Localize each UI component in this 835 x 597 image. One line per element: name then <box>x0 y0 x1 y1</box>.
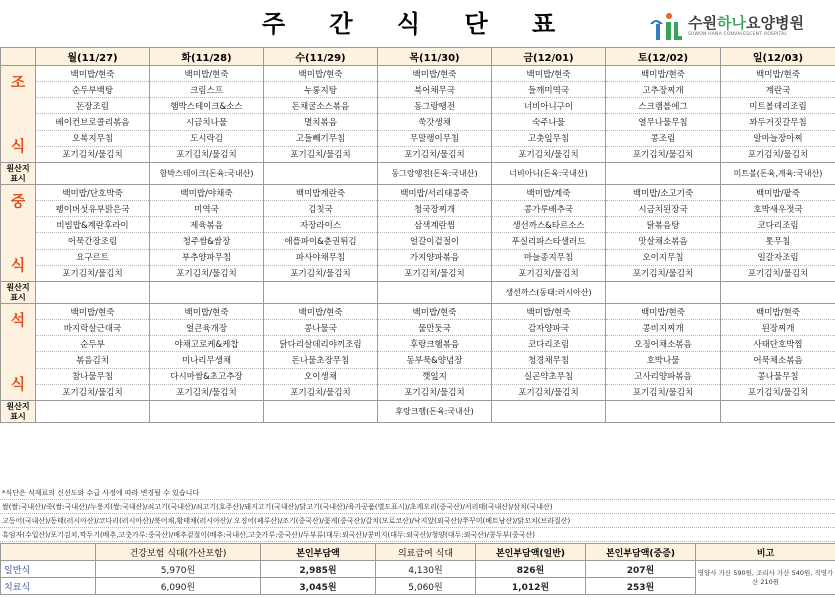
menu-cell: 열무나물무침 <box>606 114 721 130</box>
menu-cell: 백미밥/단호박죽 <box>36 185 150 201</box>
menu-cell: 제육볶음 <box>150 217 264 233</box>
note-line: 쌀(쌀:국내산)/죽(쌀:국내산)/누룽지(쌀:국내산)/쇠고기(국내산)/쇠고기(호주산)/돼지고기(국내산)/닭고기(국내산)/육가공품(별도표시)/초계오리(중국산)/서리태(국내산)/삼치(국내산) <box>0 500 835 514</box>
menu-cell: 순두부 <box>36 336 150 352</box>
day-header: 수(11/29) <box>264 48 378 66</box>
meal-label: 조 식 <box>1 66 36 163</box>
hospital-logo <box>648 10 833 44</box>
ingredient-notes <box>0 486 835 542</box>
menu-cell: 포기김치/물김치 <box>378 384 492 400</box>
note-line: *식단은 식재료의 신선도와 수급 사정에 따라 변경될 수 있습니다 <box>0 486 835 500</box>
menu-cell: 돈장조림 <box>36 98 150 114</box>
menu-cell: 포기김치/물김치 <box>721 146 835 162</box>
hospital-english-name: SUWON HANA CONVALESCENT HOSPITAL <box>688 32 788 37</box>
origin-cell <box>721 282 835 304</box>
menu-cell: 백미밥/현죽 <box>264 304 378 320</box>
cost-cell: 2,985원 <box>261 561 376 578</box>
menu-cell: 얼큰육개장 <box>150 320 264 336</box>
meal-cost-table <box>0 543 835 595</box>
menu-cell: 콩가루배추국 <box>492 201 606 217</box>
menu-cell: 백미밥/계죽 <box>492 185 606 201</box>
menu-cell: 포기김치/물김치 <box>264 265 378 281</box>
menu-cell: 쑥갓생채 <box>378 114 492 130</box>
menu-cell: 알마늘장아찌 <box>721 130 835 146</box>
day-header: 목(11/30) <box>378 48 492 66</box>
origin-cell: 함박스테이크(돈육:국내산) <box>150 163 264 185</box>
menu-cell: 콩비지찌개 <box>606 320 721 336</box>
origin-cell: 후랑크햄(돈육:국내산) <box>378 401 492 423</box>
menu-cell: 닭다리살데리야끼조림 <box>264 336 378 352</box>
menu-cell: 청국장찌개 <box>378 201 492 217</box>
menu-cell: 미트볼데리조림 <box>721 98 835 114</box>
menu-cell: 자장라이스 <box>264 217 378 233</box>
menu-row <box>1 114 835 130</box>
cost-cell: 3,045원 <box>261 578 376 595</box>
menu-cell: 바지락살근대국 <box>36 320 150 336</box>
hospital-name-suffix: 요양병원 <box>745 14 804 32</box>
menu-cell: 동부묵&양념장 <box>378 352 492 368</box>
menu-cell: 꽈두거짓갈무침 <box>721 114 835 130</box>
origin-cell <box>378 282 492 304</box>
menu-cell: 돈나물초장무침 <box>264 352 378 368</box>
menu-cell: 포기김치/물김치 <box>264 384 378 400</box>
origin-cell: 너비아니(돈육:국내산) <box>492 163 606 185</box>
menu-cell: 포기김치/물김치 <box>36 384 150 400</box>
cost-header <box>1 544 96 561</box>
menu-row <box>1 265 835 281</box>
menu-row <box>1 66 835 82</box>
day-header: 월(11/27) <box>36 48 150 66</box>
origin-cell <box>264 401 378 423</box>
menu-cell: 포기김치/물김치 <box>721 265 835 281</box>
cost-header: 본인부담액(일반) <box>476 544 586 561</box>
menu-cell: 포기김치/물김치 <box>150 265 264 281</box>
menu-row <box>1 217 835 233</box>
menu-cell: 야채고로케&케찹 <box>150 336 264 352</box>
menu-cell: 청주쌈&쌈장 <box>150 233 264 249</box>
origin-cell <box>264 163 378 185</box>
menu-cell: 동그랑땡전 <box>378 98 492 114</box>
hospital-name-prefix: 수원 <box>688 14 717 32</box>
menu-cell: 들깨미역국 <box>492 82 606 98</box>
menu-cell: 어묵간장조림 <box>36 233 150 249</box>
menu-cell: 포기김치/물김치 <box>492 146 606 162</box>
menu-cell: 청경채무침 <box>492 352 606 368</box>
menu-cell: 백미밥/서리태콩죽 <box>378 185 492 201</box>
menu-cell: 고사리양파볶음 <box>606 368 721 384</box>
note-line: 흑임자(수입산)/포기김치,깍두기(배추,고춧가루:중국산)/배추겉절이(배추:국내산,고춧가루:중국산)/두부류(대두:외국산)/콩비지(대두:외국산)/청양(대두:외국산)/콩두부(중국산) <box>0 528 835 542</box>
menu-cell: 사태단호박찜 <box>721 336 835 352</box>
origin-cell <box>721 401 835 423</box>
menu-cell: 순두부백탕 <box>36 82 150 98</box>
origin-cell <box>492 401 606 423</box>
menu-cell: 포기김치/물김치 <box>36 265 150 281</box>
menu-cell: 후랑크햄볶음 <box>378 336 492 352</box>
menu-cell: 마늘종지무침 <box>492 249 606 265</box>
menu-row <box>1 384 835 400</box>
day-header: 일(12/03) <box>721 48 835 66</box>
menu-row <box>1 336 835 352</box>
menu-cell: 실곤약초무침 <box>492 368 606 384</box>
menu-cell: 돈채굴소스볶음 <box>264 98 378 114</box>
origin-label: 원산지 표시 <box>1 163 36 185</box>
menu-row <box>1 98 835 114</box>
menu-cell: 멸치볶음 <box>264 114 378 130</box>
menu-cell: 얼갈이겉절이 <box>378 233 492 249</box>
menu-row <box>1 249 835 265</box>
day-header-row <box>1 48 835 66</box>
cost-cell: 1,012원 <box>476 578 586 595</box>
menu-cell: 백미밥/현죽 <box>378 304 492 320</box>
menu-cell: 햄박스테이크&소스 <box>150 98 264 114</box>
menu-cell: 오복지무침 <box>36 130 150 146</box>
menu-cell: 일갈자조림 <box>721 249 835 265</box>
menu-cell: 누룽지탕 <box>264 82 378 98</box>
menu-cell: 생선까스&타르소스 <box>492 217 606 233</box>
origin-cell <box>36 163 150 185</box>
cost-header: 본인부담액(중증) <box>586 544 696 561</box>
menu-cell: 백미밥/현죽 <box>36 304 150 320</box>
menu-cell: 물만둣국 <box>378 320 492 336</box>
menu-cell: 백미밥/현죽 <box>264 66 378 82</box>
menu-cell: 코다리조림 <box>721 217 835 233</box>
menu-cell: 포기김치/물김치 <box>721 384 835 400</box>
menu-cell: 비빔밥&계란후라이 <box>36 217 150 233</box>
menu-cell: 포기김치/물김치 <box>606 265 721 281</box>
menu-row <box>1 233 835 249</box>
menu-cell: 백미밥/현죽 <box>606 304 721 320</box>
menu-cell: 백미밥/현죽 <box>721 66 835 82</box>
origin-cell: 생선까스(동태:러시아산) <box>492 282 606 304</box>
menu-cell: 포기김치/물김치 <box>150 384 264 400</box>
menu-cell: 콩나물국 <box>264 320 378 336</box>
menu-cell: 백미밥/현죽 <box>492 304 606 320</box>
origin-row <box>1 401 835 423</box>
menu-cell: 미역국 <box>150 201 264 217</box>
weekly-menu-table <box>0 47 835 423</box>
menu-cell: 백미밥/야채죽 <box>150 185 264 201</box>
menu-cell: 요구르트 <box>36 249 150 265</box>
cost-header: 본인부담액 <box>261 544 376 561</box>
menu-row <box>1 368 835 384</box>
menu-cell: 백미밥/현죽 <box>150 66 264 82</box>
day-header: 금(12/01) <box>492 48 606 66</box>
cost-cell: 5,970원 <box>96 561 261 578</box>
note-line: 고등어(국내산)/동태(러시아산)/코다리(러시아산)/북어채,황태채(러시아산)/ 오징어(페루산)/조기(중국산)/꽃게(중국산)/갈치(모로코산)/낙지앞(외국산)/쭈꾸미(베트남산)/닭꼬치(브라질산) <box>0 514 835 528</box>
hospital-name-hana: 하나 <box>716 14 746 32</box>
menu-cell: 콩조림 <box>606 130 721 146</box>
hospital-logo-icon <box>648 10 684 44</box>
menu-row <box>1 352 835 368</box>
menu-cell: 크림스프 <box>150 82 264 98</box>
menu-cell: 고추장찌개 <box>606 82 721 98</box>
menu-cell: 된장찌개 <box>721 320 835 336</box>
menu-cell: 오이생채 <box>264 368 378 384</box>
cost-cell: 5,060원 <box>376 578 476 595</box>
menu-cell: 고들빼기무침 <box>264 130 378 146</box>
menu-cell: 콩나물무침 <box>721 368 835 384</box>
menu-row <box>1 320 835 336</box>
menu-cell: 푸실리파스타샐러드 <box>492 233 606 249</box>
menu-row <box>1 201 835 217</box>
menu-cell: 백미밥/현죽 <box>606 66 721 82</box>
menu-cell: 미나리무생채 <box>150 352 264 368</box>
menu-cell: 포기김치/물김치 <box>606 384 721 400</box>
menu-cell: 포기김치/물김치 <box>492 384 606 400</box>
menu-row <box>1 130 835 146</box>
menu-cell: 가지양파볶음 <box>378 249 492 265</box>
menu-row <box>1 146 835 162</box>
day-header: 화(11/28) <box>150 48 264 66</box>
cost-cell: 207원 <box>586 561 696 578</box>
origin-cell <box>36 282 150 304</box>
menu-cell: 감자양파국 <box>492 320 606 336</box>
header-corner <box>1 48 36 66</box>
menu-cell: 포기김치/물김치 <box>492 265 606 281</box>
menu-cell: 참나물무침 <box>36 368 150 384</box>
cost-cell: 6,090원 <box>96 578 261 595</box>
menu-row <box>1 304 835 320</box>
page-title: 주 간 식 단 표 <box>261 10 574 38</box>
cost-row-regular <box>1 561 835 578</box>
origin-row <box>1 163 835 185</box>
menu-body <box>1 66 835 423</box>
menu-cell: 닭볶음탕 <box>606 217 721 233</box>
cost-cell: 253원 <box>586 578 696 595</box>
origin-cell: 동그랑땡전(돈육:국내산) <box>378 163 492 185</box>
hospital-name <box>688 12 804 33</box>
menu-cell: 백미밥계란죽 <box>264 185 378 201</box>
menu-cell: 호박새우젓국 <box>721 201 835 217</box>
meal-label: 석 식 <box>1 304 36 401</box>
menu-cell: 백미밥/팥죽 <box>721 185 835 201</box>
origin-cell <box>150 401 264 423</box>
menu-cell: 포기김치/물김치 <box>378 265 492 281</box>
origin-cell <box>606 401 721 423</box>
origin-cell <box>264 282 378 304</box>
menu-cell: 코다리조림 <box>492 336 606 352</box>
menu-cell: 너비아니구이 <box>492 98 606 114</box>
cost-header: 비고 <box>696 544 835 561</box>
origin-cell <box>36 401 150 423</box>
menu-cell: 숙주나물 <box>492 114 606 130</box>
menu-cell: 어묵채소볶음 <box>721 352 835 368</box>
origin-cell <box>606 282 721 304</box>
cost-cell: 4,130원 <box>376 561 476 578</box>
menu-cell: 삼색계란찜 <box>378 217 492 233</box>
menu-cell: 백미밥/현죽 <box>492 66 606 82</box>
menu-cell: 오이지무침 <box>606 249 721 265</box>
menu-cell: 백미밥/현죽 <box>721 304 835 320</box>
meal-label: 중 식 <box>1 185 36 282</box>
menu-cell: 부추양파무침 <box>150 249 264 265</box>
menu-cell: 오징어채소볶음 <box>606 336 721 352</box>
menu-cell: 베이컨브로콜리볶음 <box>36 114 150 130</box>
origin-cell <box>150 282 264 304</box>
menu-cell: 백미밥/소고기죽 <box>606 185 721 201</box>
origin-cell <box>606 163 721 185</box>
menu-cell: 백미밥/현죽 <box>378 66 492 82</box>
menu-cell: 애플파이&춘권튀김 <box>264 233 378 249</box>
menu-cell: 김칫국 <box>264 201 378 217</box>
menu-cell: 무말랭이무침 <box>378 130 492 146</box>
cost-header: 건강보험 식대(가산포함) <box>96 544 261 561</box>
day-header: 토(12/02) <box>606 48 721 66</box>
menu-cell: 포기김치/물김치 <box>36 146 150 162</box>
menu-cell: 팽이버섯유부맑은국 <box>36 201 150 217</box>
menu-cell: 맛살채소볶음 <box>606 233 721 249</box>
menu-cell: 스크램블에그 <box>606 98 721 114</box>
origin-row <box>1 282 835 304</box>
origin-cell: 미트볼(돈육,계육:국내산) <box>721 163 835 185</box>
cost-row-label: 치료식 <box>1 578 96 595</box>
menu-row <box>1 185 835 201</box>
menu-cell: 포기김치/물김치 <box>378 146 492 162</box>
menu-row <box>1 82 835 98</box>
cost-header-row <box>1 544 835 561</box>
menu-cell: 시금치된장국 <box>606 201 721 217</box>
menu-cell: 포기김치/물김치 <box>150 146 264 162</box>
origin-label: 원산지 표시 <box>1 282 36 304</box>
origin-label: 원산지 표시 <box>1 401 36 423</box>
menu-cell: 북어채무국 <box>378 82 492 98</box>
menu-cell: 백미밥/현죽 <box>150 304 264 320</box>
menu-cell: 시금치나물 <box>150 114 264 130</box>
menu-cell: 톳무침 <box>721 233 835 249</box>
menu-cell: 백미밥/현죽 <box>36 66 150 82</box>
menu-cell: 파사야채무침 <box>264 249 378 265</box>
menu-cell: 계란국 <box>721 82 835 98</box>
cost-row-label: 일반식 <box>1 561 96 578</box>
menu-cell: 볶음김치 <box>36 352 150 368</box>
menu-cell: 다시마쌈&초고추장 <box>150 368 264 384</box>
cost-remark: 영양사 가산 590원, 조리사 가산 540원, 직영가산 210원 <box>696 561 835 595</box>
menu-cell: 포기김치/물김치 <box>264 146 378 162</box>
menu-cell: 포기김치/물김치 <box>606 146 721 162</box>
menu-cell: 고춧잎무침 <box>492 130 606 146</box>
menu-cell: 깻잎지 <box>378 368 492 384</box>
cost-header: 의료급여 식대 <box>376 544 476 561</box>
menu-cell: 도시락김 <box>150 130 264 146</box>
menu-cell: 호박나물 <box>606 352 721 368</box>
cost-cell: 826원 <box>476 561 586 578</box>
